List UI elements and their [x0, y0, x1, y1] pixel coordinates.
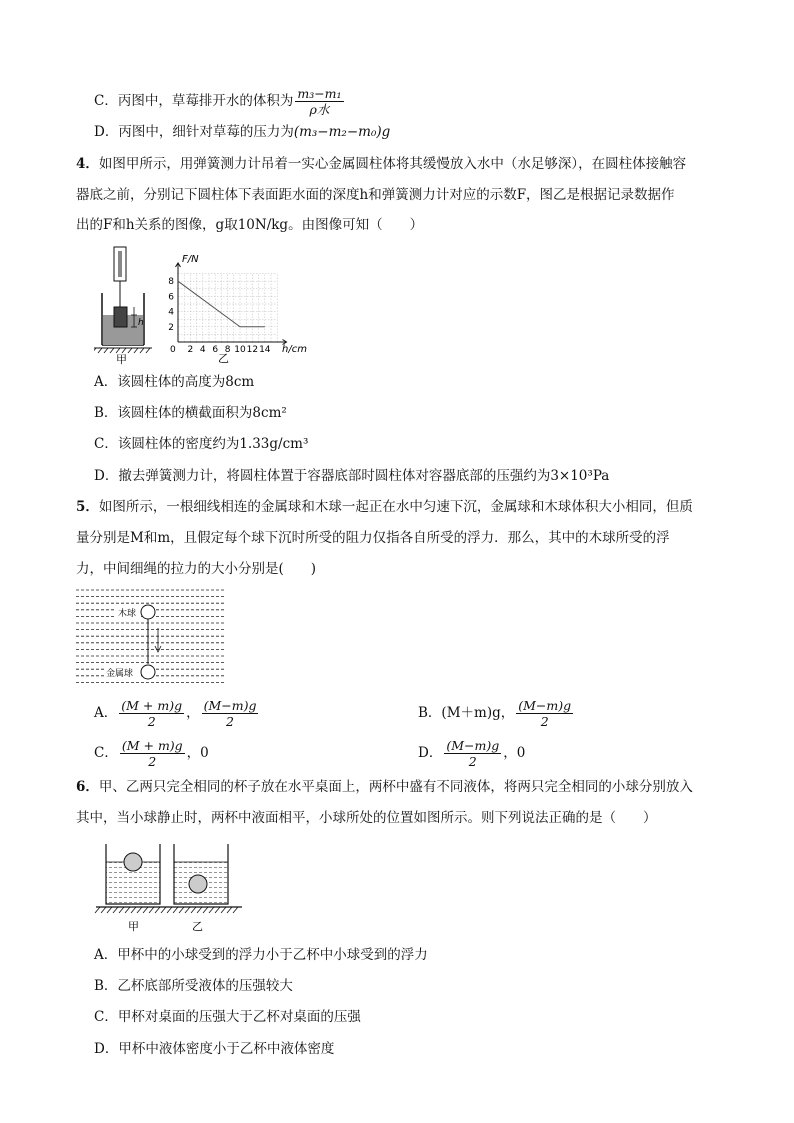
q4-stem-line1: 4．如图甲所示，用弹簧测力计吊着一实心金属圆柱体将其缓慢放入水中（水足够深），在圆柱体接触容	[76, 156, 687, 172]
q3-option-c-fraction: $\frac{\text{m₃−m₁}}{\text{ρ水}}$	[297, 86, 342, 117]
hatch-line	[233, 907, 238, 913]
chart-x-axis-label: h/cm	[282, 344, 307, 355]
metal-ball	[141, 665, 155, 679]
q5-stem-line1: 5．如图所示，一根细线相连的金属球和木球一起正在水中匀速下沉，金属球和木球体积大小相同，但质	[76, 499, 693, 515]
q6-option-d: D．甲杯中液体密度小于乙杯中液体密度	[94, 1041, 335, 1057]
x-tick-label: 14	[259, 345, 271, 355]
q6-figure-cups	[94, 840, 244, 936]
hatch-line	[113, 907, 118, 913]
hatch-line	[179, 907, 184, 913]
chart-y-axis-label: F/N	[182, 254, 199, 265]
q5-option-c: C． $\frac{(M + m)g}{2}$ ，0	[94, 738, 209, 769]
q4-option-a: A．该圆柱体的高度为8cm	[94, 374, 255, 390]
hatch-line	[173, 907, 178, 913]
hatch-line	[95, 907, 100, 913]
x-tick-label: 8	[224, 345, 231, 355]
y-tick-label: 6	[168, 292, 174, 303]
hatch-line	[167, 907, 172, 913]
wood-ball	[141, 605, 155, 619]
q3-option-c-text: C．丙图中，草莓排开水的体积为	[94, 93, 294, 109]
q3-option-d-expr: (m₃−m₂−m₀)g	[293, 124, 391, 140]
hatch-line	[101, 907, 106, 913]
hatch-line	[149, 907, 154, 913]
hatch-line	[221, 907, 226, 913]
hatch-line	[191, 907, 196, 913]
hatch-line	[215, 907, 220, 913]
hatch-line	[197, 907, 202, 913]
q4-figure-label-yi: 乙	[218, 352, 229, 365]
chart-grid	[178, 274, 277, 342]
q5-label-metal: 金属球	[106, 669, 134, 679]
hatch-line	[227, 907, 232, 913]
ball-jia	[124, 853, 142, 871]
q4-figure-h-label: h	[138, 318, 144, 328]
q4-chart	[164, 250, 314, 365]
q4-stem-line3: 出的F和h关系的图像，g取10N/kg。由图像可知（ ）	[76, 217, 424, 233]
q6-option-a: A．甲杯中的小球受到的浮力小于乙杯中小球受到的浮力	[94, 947, 428, 963]
x-tick-label: 12	[246, 345, 259, 355]
q5-option-d: D． $\frac{(M-m)g}{2}$ ，0	[418, 738, 526, 769]
y-tick-label: 4	[168, 307, 174, 318]
q6-option-b: B．乙杯底部所受液体的压强较大	[94, 978, 293, 994]
y-tick-label: 8	[168, 277, 174, 288]
x-tick-label: 0	[170, 345, 176, 355]
q4-option-b: B．该圆柱体的横截面积为8cm²	[94, 405, 287, 421]
q4-figure-label-jia: 甲	[116, 353, 127, 365]
q5-option-b: B．(M＋m)g， $\frac{(M-m)g}{2}$	[418, 698, 572, 729]
q5-stem-line2: 量分别是M和m，且假定每个球下沉时所受的阻力仅指各自所受的浮力．那么，其中的木球所受的浮	[76, 530, 670, 546]
hatch-line	[119, 907, 124, 913]
hatch-line	[137, 907, 142, 913]
q6-option-c: C．甲杯对桌面的压强大于乙杯对桌面的压强	[94, 1009, 361, 1025]
hatch-line	[209, 907, 214, 913]
x-tick-label: 2	[187, 345, 194, 355]
hatch-line	[125, 907, 130, 913]
q4-figure-apparatus	[94, 245, 160, 365]
q6-label-jia: 甲	[128, 920, 139, 933]
ball-yi	[189, 875, 207, 893]
q5-option-a: A． $\frac{(M + m)g}{2}$ ， $\frac{(M-m)g}{2}$	[94, 698, 257, 729]
q4-option-d: D．撤去弹簧测力计，将圆柱体置于容器底部时圆柱体对容器底部的压强约为3×10³Pa	[94, 468, 610, 484]
q6-stem-line2: 其中，当小球静止时，两杯中液面相平，小球所处的位置如图所示。则下列说法正确的是（ ）	[76, 810, 657, 826]
hatch-line	[107, 907, 112, 913]
q5-figure-water	[76, 588, 226, 690]
hatch-line	[155, 907, 160, 913]
hatch-line	[161, 907, 166, 913]
x-tick-label: 10	[234, 345, 246, 355]
x-tick-label: 4	[199, 345, 206, 355]
y-tick-label: 2	[168, 322, 174, 333]
q6-label-yi: 乙	[192, 920, 203, 933]
chart-axes	[176, 263, 287, 345]
hatch-line	[143, 907, 148, 913]
q4-stem-line2: 器底之前，分别记下圆柱体下表面距水面的深度h和弹簧测力计对应的示数F，图乙是根据记录数据作	[76, 187, 675, 203]
q6-stem-line1: 6．甲、乙两只完全相同的杯子放在水平桌面上，两杯中盛有不同液体，将两只完全相同的小球分别放入	[76, 779, 693, 795]
hatch-line	[185, 907, 190, 913]
hatch-line	[203, 907, 208, 913]
q3-option-c	[94, 86, 346, 117]
q4-option-c: C．该圆柱体的密度约为1.33g/cm³	[94, 436, 309, 452]
hatch-line	[131, 907, 136, 913]
q5-stem-line3: 力，中间细绳的拉力的大小分别是( )	[76, 561, 317, 577]
q3-option-d: D．丙图中，细针对草莓的压力为(m₃−m₂−m₀)g	[94, 124, 391, 140]
x-tick-label: 6	[212, 345, 219, 355]
q5-label-wood: 木球	[118, 609, 137, 619]
